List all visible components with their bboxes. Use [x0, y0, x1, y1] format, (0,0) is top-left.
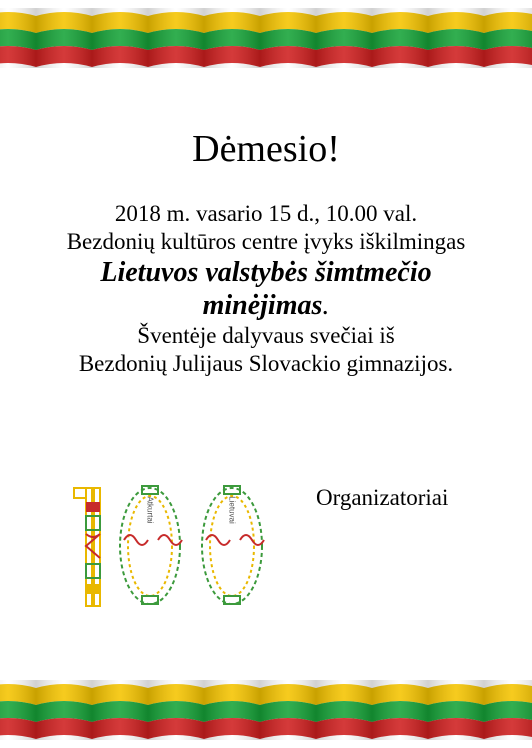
- event-name-line2: [0, 289, 532, 322]
- logo-digit-zero-left: [120, 486, 182, 604]
- announcement-text: [0, 200, 532, 378]
- flag-fold-shade: [316, 8, 372, 68]
- flag-fold-shade: [92, 8, 148, 68]
- flag-fold-shade: [428, 8, 484, 68]
- flag-ribbon-top: [0, 4, 532, 70]
- flag-fold-shade: [148, 8, 204, 68]
- lithuania-100-logo: [72, 480, 282, 612]
- flag-fold-shade: [36, 8, 92, 68]
- flag-fold-shade: [372, 8, 428, 68]
- event-date-line: 2018 m. vasario 15 d., 10.00 val.: [114, 201, 418, 226]
- flag-fold-shade: [204, 680, 260, 740]
- flag-fold-shade: [316, 680, 372, 740]
- flag-fold-shade: [36, 680, 92, 740]
- event-name-line1: Lietuvos valstybės šimtmečio: [100, 257, 432, 288]
- flag-fold-shade: [484, 680, 532, 740]
- flag-fold-shade: [428, 680, 484, 740]
- flag-ribbon-bottom: [0, 676, 532, 742]
- logo-word-left: Atkurtai: [145, 496, 155, 524]
- flag-fold-shade: [484, 8, 532, 68]
- page-title: Dėmesio!: [192, 128, 340, 170]
- guests-line1: Šventėje dalyvaus svečiai iš: [137, 323, 395, 348]
- organizers-label: Organizatoriai: [316, 485, 449, 510]
- logo-digit-one: [74, 488, 100, 606]
- flag-fold-shade: [148, 680, 204, 740]
- event-place-line: Bezdonių kultūros centre įvyks iškilmingas: [66, 229, 466, 254]
- guests-line2: Bezdonių Julijaus Slovackio gimnazijos.: [78, 351, 454, 376]
- logo-digit-zero-right: [202, 486, 264, 604]
- flag-fold-shade: [92, 680, 148, 740]
- flag-fold-shade: [0, 680, 36, 740]
- flag-fold-shade: [372, 680, 428, 740]
- flag-fold-shade: [260, 8, 316, 68]
- flag-fold-shade: [204, 8, 260, 68]
- flag-fold-shade: [260, 680, 316, 740]
- event-name-period: .: [322, 290, 330, 321]
- event-name-word: minėjimas: [202, 290, 323, 321]
- flag-fold-shade: [0, 8, 36, 68]
- logo-word-right: Lietuvai: [227, 496, 237, 524]
